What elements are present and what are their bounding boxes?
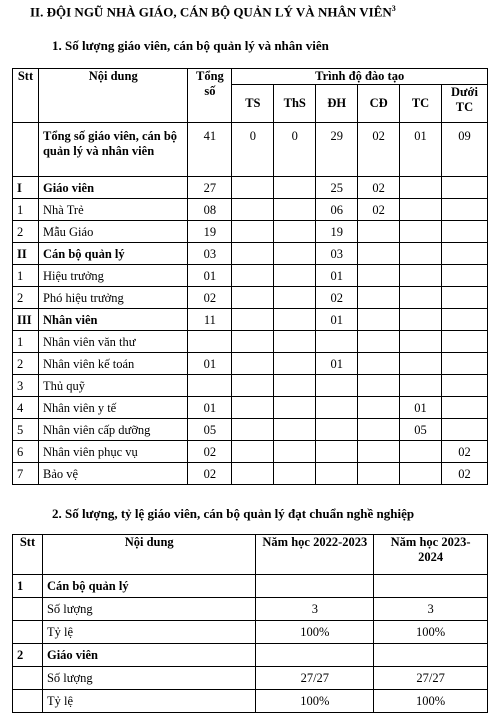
table-row (13, 287, 488, 309)
cell-total: 01 (188, 353, 232, 375)
cell-stt: 3 (13, 375, 39, 397)
cell-below-tc (441, 199, 487, 221)
header-ts: TS (232, 85, 274, 123)
cell-ths (274, 199, 316, 221)
cell-cd (358, 309, 400, 331)
cell-content: Nhân viên văn thư (38, 331, 187, 353)
table-row (13, 123, 488, 177)
cell-year-1: 3 (256, 598, 374, 621)
cell-stt (13, 690, 43, 713)
cell-cd (358, 265, 400, 287)
cell-tc (400, 353, 442, 375)
section-title: II. ĐỘI NGŨ NHÀ GIÁO, CÁN BỘ QUẢN LÝ VÀ NHÂN VIÊN$^3$ (30, 4, 396, 20)
header-stt: Stt (13, 69, 39, 123)
cell-below-tc (441, 353, 487, 375)
cell-ts (232, 441, 274, 463)
cell-tc (400, 243, 442, 265)
cell-ths (274, 441, 316, 463)
cell-content: Nhân viên y tế (38, 397, 187, 419)
cell-total: 02 (188, 441, 232, 463)
cell-stt: 1 (13, 199, 39, 221)
header-ths: ThS (274, 85, 316, 123)
table-row (13, 375, 488, 397)
cell-dh (316, 463, 358, 485)
table-row (13, 463, 488, 485)
cell-dh: 19 (316, 221, 358, 243)
cell-stt (13, 621, 43, 644)
header-level: Trình độ đào tạo (232, 69, 488, 85)
cell-tc (400, 441, 442, 463)
table-row (13, 575, 488, 598)
cell-ts (232, 199, 274, 221)
cell-year-2 (374, 575, 488, 598)
header-content: Nội dung (42, 535, 255, 575)
cell-ts (232, 287, 274, 309)
cell-stt: 2 (13, 353, 39, 375)
cell-year-2 (374, 644, 488, 667)
table-row (13, 621, 488, 644)
cell-content: Thủ quỹ (38, 375, 187, 397)
cell-year-2: 3 (374, 598, 488, 621)
table-row (13, 309, 488, 331)
cell-total: 01 (188, 397, 232, 419)
cell-stt: 7 (13, 463, 39, 485)
table-row (13, 221, 488, 243)
cell-content: Tỷ lệ (42, 621, 255, 644)
cell-content: Tỷ lệ (42, 690, 255, 713)
header-year-2: Năm học 2023-2024 (374, 535, 488, 575)
cell-dh: 01 (316, 353, 358, 375)
cell-total: 27 (188, 177, 232, 199)
table2-title: 2. Số lượng, tỷ lệ giáo viên, cán bộ quản lý đạt chuẩn nghề nghiệp (52, 506, 415, 521)
cell-ths (274, 221, 316, 243)
cell-ths (274, 375, 316, 397)
cell-below-tc (441, 331, 487, 353)
cell-tc (400, 309, 442, 331)
header-dh: ĐH (316, 85, 358, 123)
cell-stt: 1 (13, 331, 39, 353)
table-row (13, 331, 488, 353)
cell-ths (274, 287, 316, 309)
cell-below-tc (441, 419, 487, 441)
cell-cd (358, 375, 400, 397)
header-cd: CĐ (358, 85, 400, 123)
cell-stt: II (13, 243, 39, 265)
cell-content: Hiệu trưởng (38, 265, 187, 287)
cell-below-tc (441, 309, 487, 331)
cell-below-tc: 02 (441, 463, 487, 485)
cell-content: Nhân viên cấp dưỡng (38, 419, 187, 441)
table-row (13, 353, 488, 375)
cell-dh (316, 441, 358, 463)
cell-dh: 25 (316, 177, 358, 199)
cell-content: Nhân viên (38, 309, 187, 331)
cell-ths (274, 309, 316, 331)
cell-ts: 0 (232, 123, 274, 177)
cell-stt: 6 (13, 441, 39, 463)
cell-total: 08 (188, 199, 232, 221)
cell-year-2: 100% (374, 621, 488, 644)
footnote-marker: 3 (391, 4, 396, 13)
table1-title: 1. Số lượng giáo viên, cán bộ quản lý và nhân viên (52, 38, 329, 53)
cell-below-tc (441, 397, 487, 419)
header-tc: TC (400, 85, 442, 123)
cell-content: Nhân viên phục vụ (38, 441, 187, 463)
standard-ratio-table (12, 534, 488, 713)
cell-cd (358, 419, 400, 441)
cell-stt: 2 (13, 644, 43, 667)
cell-cd: 02 (358, 177, 400, 199)
table-row (13, 397, 488, 419)
cell-below-tc (441, 375, 487, 397)
cell-tc (400, 265, 442, 287)
cell-year-1: 100% (256, 690, 374, 713)
cell-below-tc (441, 243, 487, 265)
cell-ts (232, 397, 274, 419)
header-year-1: Năm học 2022-2023 (256, 535, 374, 575)
cell-ts (232, 265, 274, 287)
cell-cd: 02 (358, 123, 400, 177)
cell-ts (232, 177, 274, 199)
cell-cd (358, 331, 400, 353)
cell-ts (232, 353, 274, 375)
cell-ths (274, 243, 316, 265)
cell-content: Phó hiệu trưởng (38, 287, 187, 309)
cell-stt: 1 (13, 265, 39, 287)
cell-ths (274, 353, 316, 375)
cell-cd (358, 463, 400, 485)
cell-ths (274, 331, 316, 353)
cell-dh (316, 397, 358, 419)
cell-total: 03 (188, 243, 232, 265)
cell-below-tc (441, 221, 487, 243)
cell-content: Giáo viên (42, 644, 255, 667)
cell-dh: 06 (316, 199, 358, 221)
cell-total: 01 (188, 265, 232, 287)
cell-total: 41 (188, 123, 232, 177)
cell-tc: 01 (400, 397, 442, 419)
cell-content: Mẫu Giáo (38, 221, 187, 243)
cell-dh (316, 331, 358, 353)
cell-year-1: 100% (256, 621, 374, 644)
cell-dh: 29 (316, 123, 358, 177)
cell-year-2: 27/27 (374, 667, 488, 690)
cell-content: Nhà Trẻ (38, 199, 187, 221)
header-stt: Stt (13, 535, 43, 575)
cell-ts (232, 309, 274, 331)
staff-count-table (12, 68, 488, 485)
cell-stt (13, 598, 43, 621)
table-row (13, 199, 488, 221)
cell-year-2: 100% (374, 690, 488, 713)
cell-year-1: 27/27 (256, 667, 374, 690)
table-row (13, 690, 488, 713)
table-row (13, 441, 488, 463)
cell-tc: 05 (400, 419, 442, 441)
table-row (13, 177, 488, 199)
cell-ths (274, 265, 316, 287)
header-below-tc: Dưới TC (441, 85, 487, 123)
cell-below-tc: 09 (441, 123, 487, 177)
cell-total (188, 375, 232, 397)
cell-content: Cán bộ quản lý (38, 243, 187, 265)
cell-content: Giáo viên (38, 177, 187, 199)
cell-total: 11 (188, 309, 232, 331)
cell-content: Bảo vệ (38, 463, 187, 485)
cell-below-tc (441, 265, 487, 287)
cell-total: 19 (188, 221, 232, 243)
cell-ts (232, 243, 274, 265)
table-row (13, 598, 488, 621)
cell-ts (232, 375, 274, 397)
cell-below-tc (441, 177, 487, 199)
cell-tc (400, 199, 442, 221)
cell-stt (13, 667, 43, 690)
cell-cd: 02 (358, 199, 400, 221)
cell-tc (400, 177, 442, 199)
cell-cd (358, 221, 400, 243)
cell-dh: 01 (316, 265, 358, 287)
cell-dh: 02 (316, 287, 358, 309)
cell-content: Số lượng (42, 667, 255, 690)
cell-stt: 2 (13, 221, 39, 243)
table-row (13, 644, 488, 667)
cell-stt (13, 123, 39, 177)
cell-ts (232, 331, 274, 353)
cell-year-1 (256, 575, 374, 598)
cell-stt: 1 (13, 575, 43, 598)
cell-content: Số lượng (42, 598, 255, 621)
cell-total: 02 (188, 287, 232, 309)
cell-tc: 01 (400, 123, 442, 177)
cell-ths (274, 463, 316, 485)
cell-total (188, 331, 232, 353)
cell-stt: 2 (13, 287, 39, 309)
cell-ths (274, 419, 316, 441)
cell-cd (358, 353, 400, 375)
cell-ts (232, 463, 274, 485)
cell-ths (274, 177, 316, 199)
table-row (13, 419, 488, 441)
cell-dh: 03 (316, 243, 358, 265)
table-row (13, 265, 488, 287)
cell-year-1 (256, 644, 374, 667)
cell-cd (358, 243, 400, 265)
cell-dh (316, 375, 358, 397)
cell-content: Cán bộ quản lý (42, 575, 255, 598)
cell-content: Tổng số giáo viên, cán bộ quản lý và nhân viên (38, 123, 187, 177)
cell-ths (274, 397, 316, 419)
cell-stt: 5 (13, 419, 39, 441)
header-content: Nội dung (38, 69, 187, 123)
cell-ts (232, 419, 274, 441)
cell-dh: 01 (316, 309, 358, 331)
cell-stt: III (13, 309, 39, 331)
cell-cd (358, 397, 400, 419)
cell-tc (400, 331, 442, 353)
cell-below-tc (441, 287, 487, 309)
cell-stt: 4 (13, 397, 39, 419)
header-total: Tổng số (188, 69, 232, 123)
cell-ths: 0 (274, 123, 316, 177)
cell-total: 05 (188, 419, 232, 441)
table-row (13, 667, 488, 690)
cell-tc (400, 221, 442, 243)
cell-dh (316, 419, 358, 441)
cell-cd (358, 441, 400, 463)
cell-tc (400, 287, 442, 309)
cell-ts (232, 221, 274, 243)
cell-tc (400, 463, 442, 485)
cell-tc (400, 375, 442, 397)
table-row (13, 243, 488, 265)
cell-content: Nhân viên kế toán (38, 353, 187, 375)
cell-total: 02 (188, 463, 232, 485)
cell-cd (358, 287, 400, 309)
cell-stt: I (13, 177, 39, 199)
cell-below-tc: 02 (441, 441, 487, 463)
